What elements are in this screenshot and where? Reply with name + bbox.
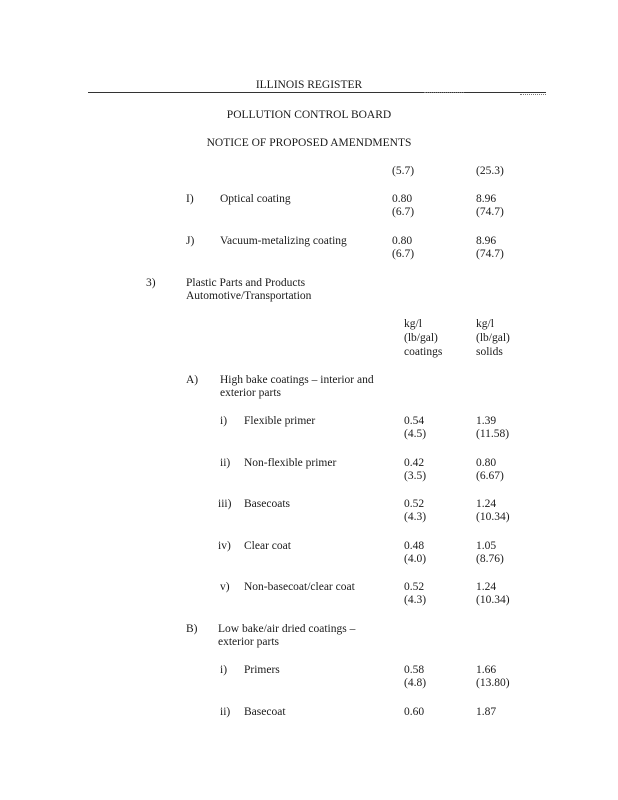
item-label: Vacuum-metalizing coating: [220, 235, 347, 247]
item-mark: ii): [220, 706, 231, 718]
item-value: 0.80: [392, 235, 413, 247]
item-mark: J): [186, 235, 195, 247]
item-label: Non-basecoat/clear coat: [244, 581, 355, 593]
item-label: Basecoats: [244, 498, 290, 510]
section-heading: Plastic Parts and Products: [186, 277, 306, 289]
unit-header: (lb/gal): [476, 332, 510, 344]
item-value: 1.24: [476, 498, 497, 510]
carry-value-1: (5.7): [392, 165, 415, 177]
item-value: 8.96: [476, 235, 497, 247]
item-mark: i): [220, 415, 228, 427]
item-value: 0.52: [404, 498, 425, 510]
item-value: 0.52: [404, 581, 425, 593]
item-label: Optical coating: [220, 193, 291, 205]
group-heading: Low bake/air dried coatings –: [218, 623, 356, 635]
item-value: (8.76): [476, 553, 504, 565]
item-value: (6.7): [392, 248, 415, 260]
item-value: (74.7): [476, 248, 504, 260]
header-rule-fragment: [520, 94, 546, 95]
section-subheading: Automotive/Transportation: [186, 290, 312, 302]
item-value: 0.42: [404, 457, 425, 469]
item-mark: iv): [218, 540, 231, 552]
unit-header: coatings: [404, 346, 443, 358]
group-heading: exterior parts: [220, 387, 281, 399]
item-value: 0.60: [404, 706, 425, 718]
item-label: Flexible primer: [244, 415, 316, 427]
item-mark: ii): [220, 457, 231, 469]
carry-value-2: (25.3): [476, 165, 504, 177]
board-title: POLLUTION CONTROL BOARD: [226, 109, 392, 121]
item-value: 8.96: [476, 193, 497, 205]
group-mark: A): [186, 374, 199, 386]
item-value: (4.3): [404, 594, 427, 606]
item-value: 1.24: [476, 581, 497, 593]
item-value: (3.5): [404, 470, 427, 482]
unit-header: kg/l: [476, 318, 494, 330]
item-value: (4.8): [404, 677, 427, 689]
item-value: 0.80: [392, 193, 413, 205]
item-value: 0.54: [404, 415, 425, 427]
item-value: 1.66: [476, 664, 497, 676]
unit-header: solids: [476, 346, 503, 358]
item-mark: i): [220, 664, 228, 676]
item-value: 1.39: [476, 415, 497, 427]
item-value: 0.80: [476, 457, 497, 469]
item-label: Basecoat: [244, 706, 286, 718]
item-value: (6.67): [476, 470, 504, 482]
item-value: (13.80): [476, 677, 510, 689]
item-value: 0.58: [404, 664, 425, 676]
header-rule-fragment: [424, 92, 464, 93]
item-mark: v): [220, 581, 230, 593]
unit-header: (lb/gal): [404, 332, 438, 344]
item-value: (4.3): [404, 511, 427, 523]
item-value: (10.34): [476, 594, 510, 606]
item-value: 1.87: [476, 706, 497, 718]
register-title: ILLINOIS REGISTER: [255, 79, 363, 91]
section-mark: 3): [146, 277, 156, 289]
item-value: (74.7): [476, 206, 504, 218]
item-label: Non-flexible primer: [244, 457, 337, 469]
group-mark: B): [186, 623, 198, 635]
item-label: Clear coat: [244, 540, 291, 552]
unit-header: kg/l: [404, 318, 422, 330]
item-value: (4.0): [404, 553, 427, 565]
item-mark: I): [186, 193, 194, 205]
group-heading: High bake coatings – interior and: [220, 374, 374, 386]
item-mark: iii): [218, 498, 232, 510]
item-value: (10.34): [476, 511, 510, 523]
item-value: (6.7): [392, 206, 415, 218]
item-value: (11.58): [476, 428, 510, 440]
notice-title: NOTICE OF PROPOSED AMENDMENTS: [206, 137, 412, 149]
item-label: Primers: [244, 664, 280, 676]
item-value: 1.05: [476, 540, 497, 552]
item-value: 0.48: [404, 540, 425, 552]
group-heading: exterior parts: [218, 636, 279, 648]
header-rule: [88, 92, 546, 93]
item-value: (4.5): [404, 428, 427, 440]
